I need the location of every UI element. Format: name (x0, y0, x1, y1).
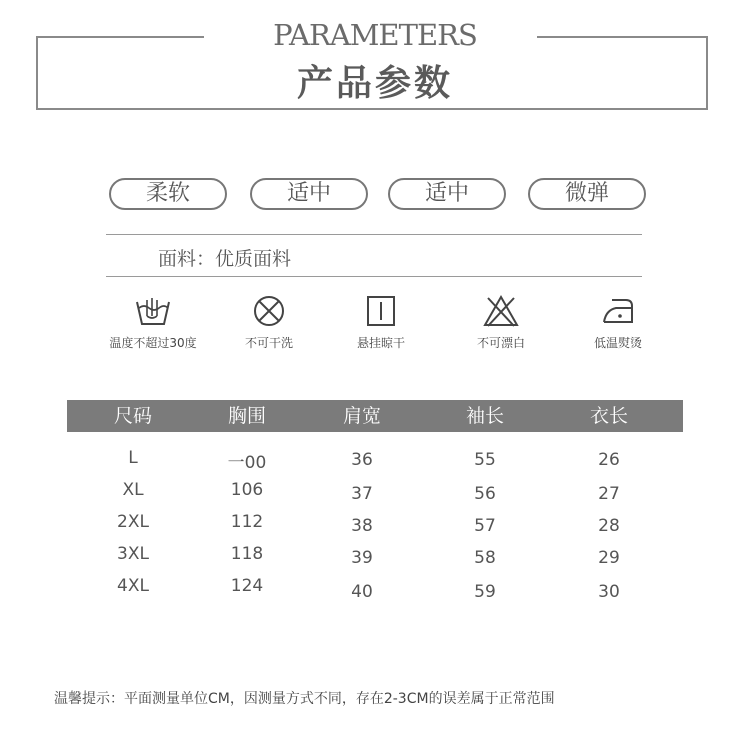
size-table-cell: 29 (598, 548, 620, 568)
size-table-cell: 36 (351, 450, 373, 470)
iron-low-icon (598, 294, 638, 328)
size-table-cell: 55 (474, 450, 496, 470)
column-header-shoulder: 肩宽 (342, 405, 381, 427)
size-table-cell: 57 (474, 516, 496, 536)
title-chinese: 产品参数 (296, 63, 453, 104)
size-table-cell: L (128, 448, 138, 468)
size-table-cell: 26 (598, 450, 620, 470)
size-table-cell: 一00 (227, 453, 267, 473)
size-table-cell: 27 (598, 484, 620, 504)
care-label-no-dryclean: 不可干洗 (244, 336, 293, 350)
material-text: 面料：优质面料 (158, 248, 292, 270)
column-header-size: 尺码 (113, 405, 152, 427)
no-wash-icon (251, 294, 287, 328)
divider-bottom (106, 276, 642, 277)
size-table-cell: 124 (230, 576, 264, 596)
no-bleach-icon (482, 294, 520, 328)
size-table-cell: 118 (230, 544, 264, 564)
hang-dry-icon (365, 294, 397, 328)
care-label-hang-dry: 悬挂晾干 (356, 336, 405, 350)
size-table-cell: 112 (230, 512, 264, 532)
size-table-cell: 37 (351, 484, 373, 504)
size-table-cell: 4XL (117, 576, 149, 596)
care-label-iron: 低温熨烫 (593, 336, 642, 350)
care-item-no-bleach (441, 294, 561, 351)
measurement-note: 温馨提示：平面测量单位CM，因测量方式不同，存在2-3CM的误差属于正常范围 (54, 691, 555, 707)
attribute-pill-fit: 适中 (388, 178, 506, 210)
column-header-chest: 胸围 (227, 405, 266, 427)
size-table-cell: 56 (474, 484, 496, 504)
column-header-length: 衣长 (589, 405, 628, 427)
size-table-cell: 2XL (117, 512, 149, 532)
size-table-cell: 3XL (117, 544, 149, 564)
column-header-sleeve: 袖长 (465, 405, 504, 427)
size-table-cell: 39 (351, 548, 373, 568)
size-table-cell: 58 (474, 548, 496, 568)
attribute-pill-elasticity: 微弹 (528, 178, 646, 210)
care-label-wash: 温度不超过30度 (109, 336, 197, 350)
care-item-wash (93, 294, 213, 351)
size-table-cell: 28 (598, 516, 620, 536)
care-item-hang-dry (321, 294, 441, 351)
size-table-cell: 30 (598, 582, 620, 602)
title-english: PARAMETERS (273, 18, 477, 52)
wash-30-icon (133, 294, 173, 328)
care-item-iron (558, 294, 678, 351)
size-table-cell: 38 (351, 516, 373, 536)
size-table-cell: 40 (351, 582, 373, 602)
divider-top (106, 234, 642, 235)
attribute-pill-thickness: 适中 (250, 178, 368, 210)
size-table-cell: 106 (230, 480, 264, 500)
size-table-header (67, 400, 683, 432)
size-table-cell: XL (122, 480, 144, 500)
care-item-no-dryclean (209, 294, 329, 351)
attribute-pill-softness: 柔软 (109, 178, 227, 210)
care-label-no-bleach: 不可漂白 (476, 336, 525, 350)
size-table-cell: 59 (474, 582, 496, 602)
